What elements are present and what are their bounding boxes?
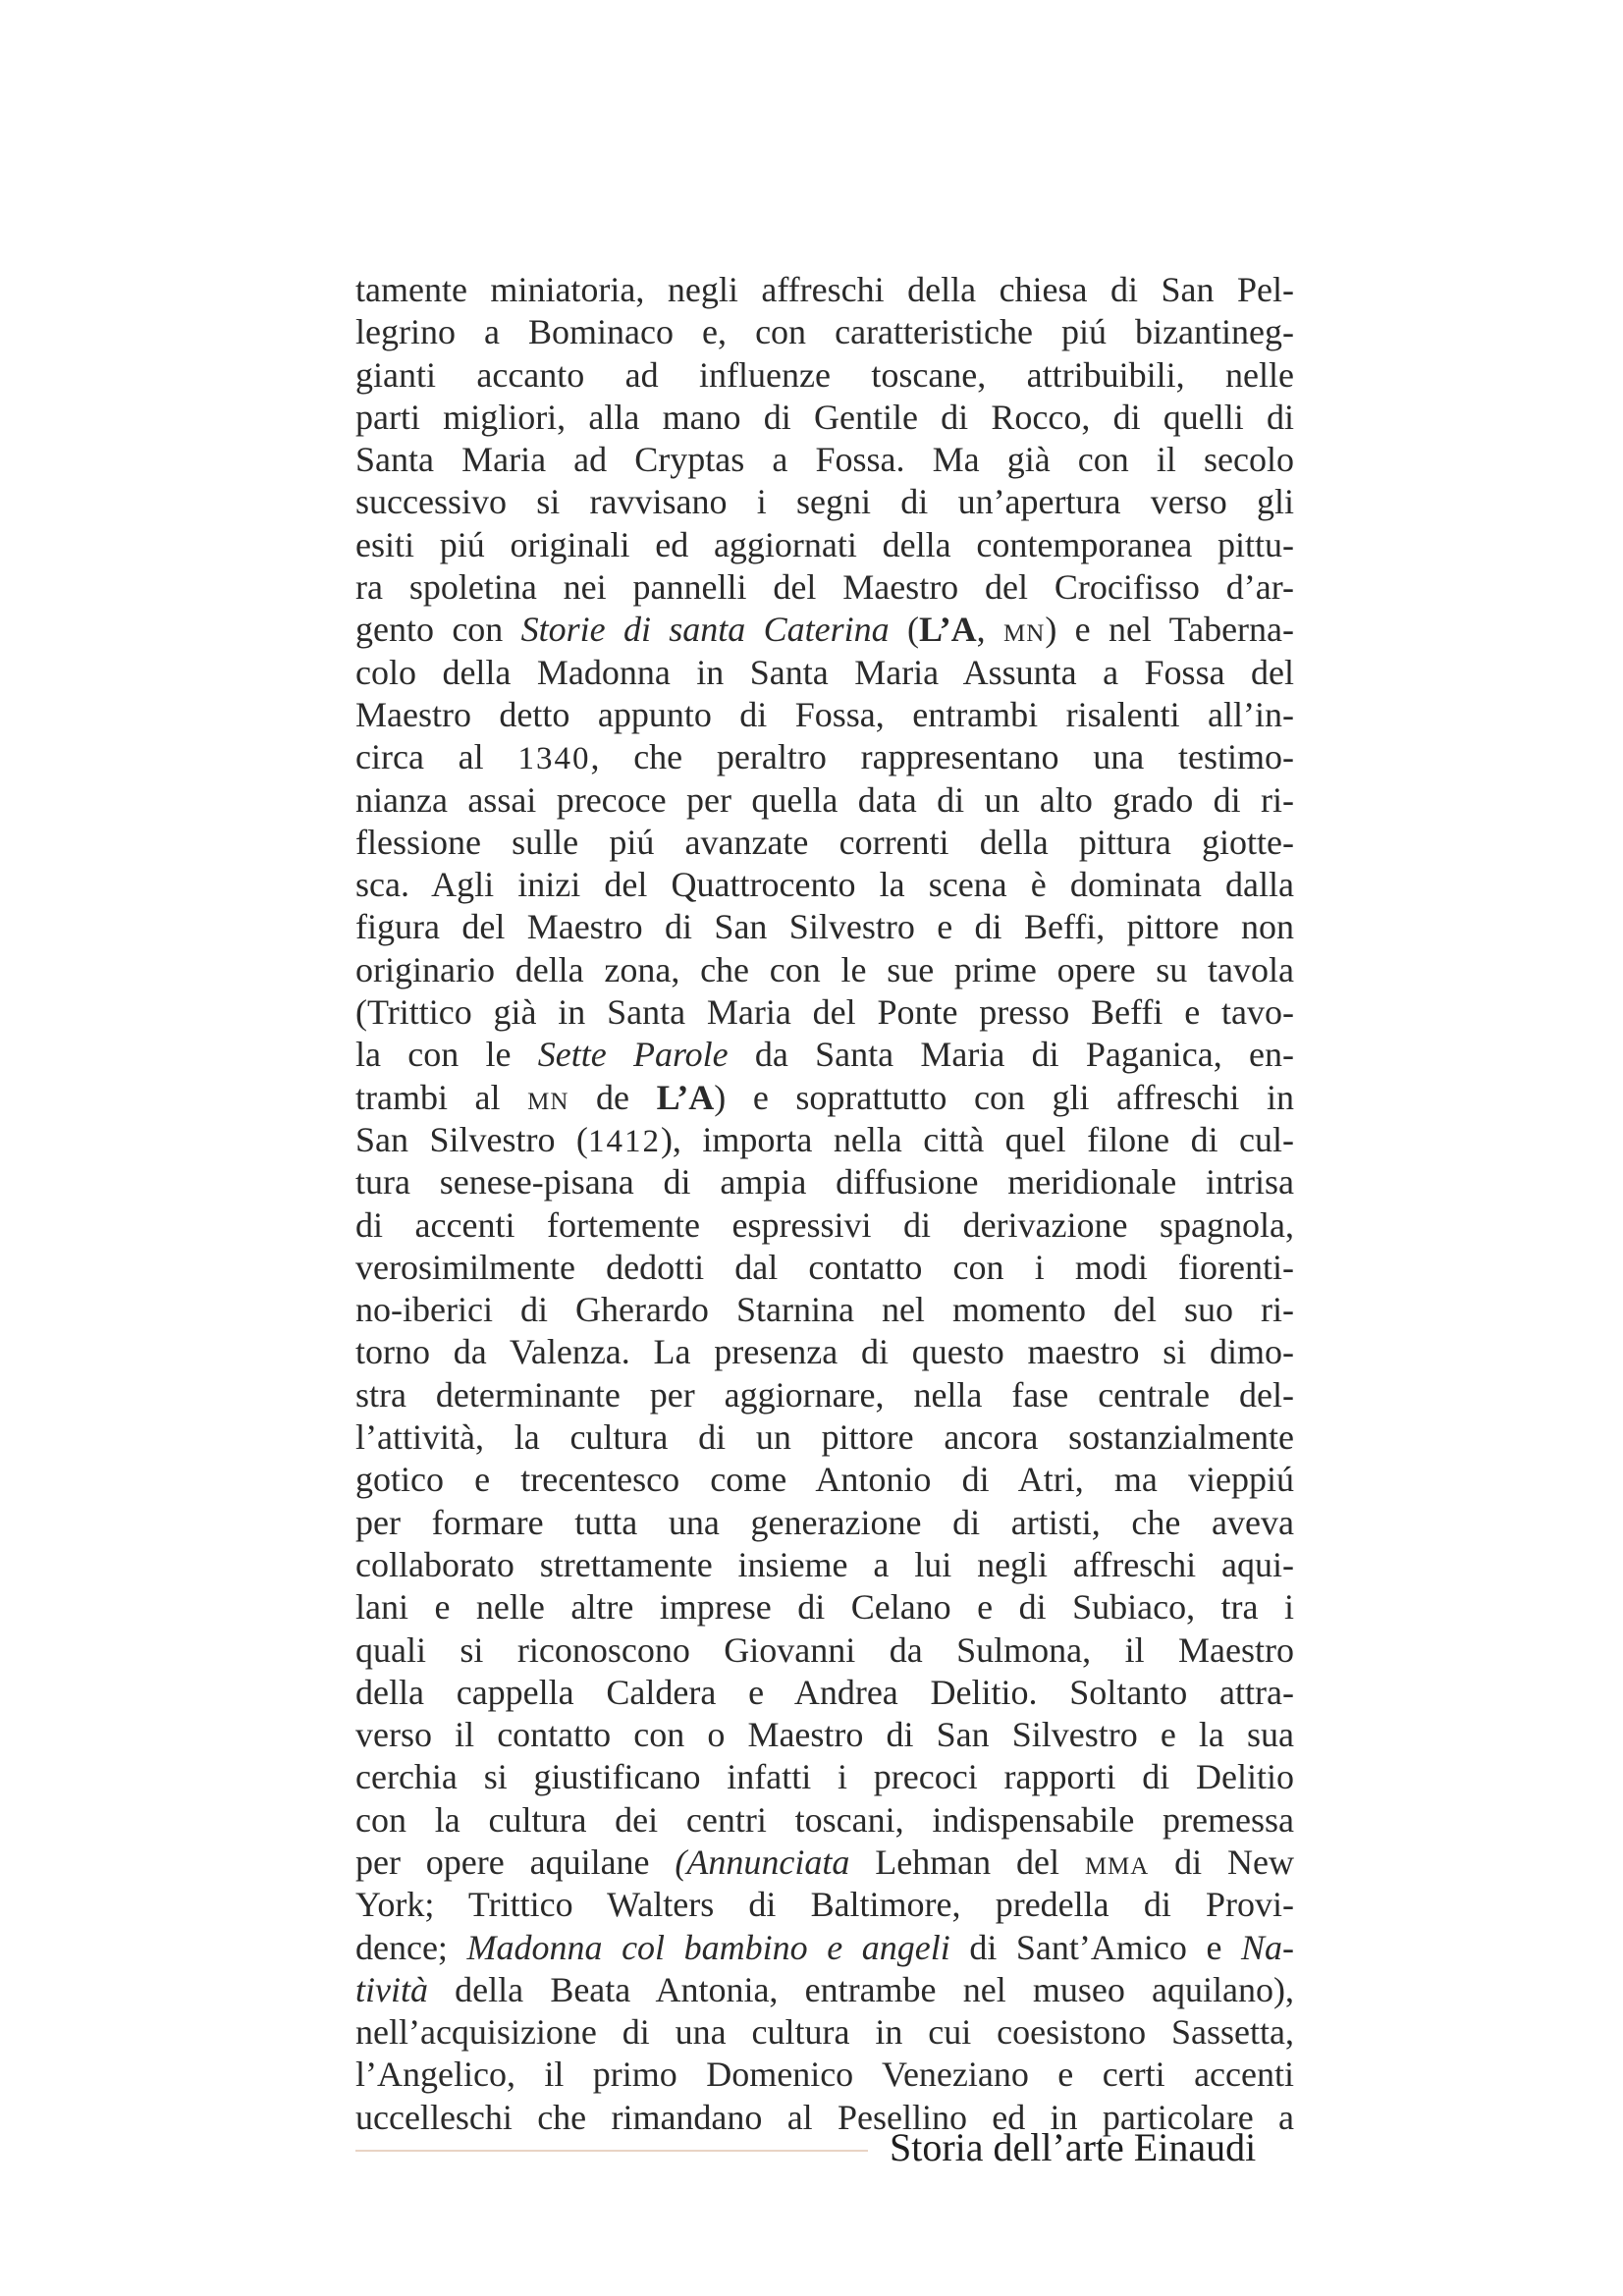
text-line bbox=[355, 1289, 1294, 1331]
text-line bbox=[355, 1416, 1294, 1459]
text-segment: ) e nel Taberna- bbox=[1045, 610, 1294, 650]
text-segment: ra spoletina nei pannelli del Maestro del Crocifisso d’ar- bbox=[355, 567, 1294, 608]
text-segment: gento con bbox=[355, 610, 521, 650]
text-segment: Na- bbox=[1241, 1927, 1294, 1967]
text-segment: (Trittico già in Santa Maria del Ponte presso Beffi e tavo- bbox=[355, 992, 1294, 1033]
text-line bbox=[355, 1161, 1294, 1203]
text-segment: legrino a Bominaco e, con caratteristiche piú bizantineg- bbox=[355, 312, 1294, 352]
text-segment: York; Trittico Walters di Baltimore, predella di Provi- bbox=[355, 1885, 1294, 1925]
text-segment: mma bbox=[1084, 1842, 1150, 1882]
text-segment: 1340 bbox=[517, 741, 591, 777]
text-line bbox=[355, 822, 1294, 864]
text-segment: Santa Maria ad Cryptas a Fossa. Ma già con il secolo bbox=[355, 440, 1294, 480]
text-segment: Lehman del bbox=[849, 1842, 1085, 1882]
text-segment: Madonna col bambino e angeli bbox=[466, 1927, 950, 1967]
text-segment: colo della Madonna in Santa Maria Assunta a Fossa del bbox=[355, 652, 1294, 692]
text-line bbox=[355, 1672, 1294, 1714]
text-segment: (Annunciata bbox=[675, 1842, 850, 1882]
text-line bbox=[355, 864, 1294, 906]
text-segment: Maestro detto appunto di Fossa, entrambi risalenti all’in- bbox=[355, 694, 1294, 734]
text-segment: mn bbox=[527, 1077, 569, 1117]
text-segment: sca. Agli inizi del Quattrocento la scena è dominata dalla bbox=[355, 865, 1294, 905]
text-segment: con la cultura dei centri toscani, indispensabile premessa bbox=[355, 1799, 1294, 1840]
text-segment: San Silvestro ( bbox=[355, 1119, 588, 1159]
text-line bbox=[355, 1502, 1294, 1544]
text-segment: , che peraltro rappresentano una testimo- bbox=[590, 737, 1295, 777]
text-line bbox=[355, 1799, 1294, 1842]
text-line bbox=[355, 1034, 1294, 1076]
text-segment: nianza assai precoce per quella data di un alto grado di ri- bbox=[355, 779, 1294, 820]
text-segment: figura del Maestro di San Silvestro e di Beffi, pittore non bbox=[355, 907, 1294, 947]
footer-rule bbox=[355, 2150, 868, 2152]
text-line bbox=[355, 1204, 1294, 1247]
text-segment: 1412 bbox=[587, 1123, 661, 1159]
text-line bbox=[355, 2011, 1294, 2054]
text-line bbox=[355, 949, 1294, 991]
text-segment: lani e nelle altre imprese di Celano e di Subiaco, tra i bbox=[355, 1587, 1294, 1628]
text-line bbox=[355, 1884, 1294, 1926]
text-segment: Storie di santa Caterina bbox=[520, 610, 890, 650]
text-segment: parti migliori, alla mano di Gentile di Rocco, di quelli di bbox=[355, 397, 1294, 437]
text-segment: ), importa nella città quel filone di cul- bbox=[660, 1119, 1295, 1159]
text-segment: ) e soprattutto con gli affreschi in bbox=[714, 1077, 1294, 1117]
text-line bbox=[355, 311, 1294, 353]
body-text bbox=[355, 269, 1294, 2139]
text-line bbox=[355, 694, 1294, 736]
text-segment: tamente miniatoria, negli affreschi della chiesa di San Pel- bbox=[355, 270, 1294, 309]
text-line bbox=[355, 609, 1294, 651]
text-segment: verosimilmente dedotti dal contatto con i modi fiorenti- bbox=[355, 1247, 1294, 1287]
text-segment: della cappella Caldera e Andrea Delitio. Soltanto attra- bbox=[355, 1672, 1294, 1712]
text-line bbox=[355, 1544, 1294, 1586]
text-segment: di New bbox=[1149, 1842, 1295, 1882]
text-line bbox=[355, 397, 1294, 439]
text-line bbox=[355, 1374, 1294, 1416]
text-line bbox=[355, 566, 1294, 609]
text-segment: l’attività, la cultura di un pittore ancora sostanzialmente bbox=[355, 1417, 1294, 1458]
text-line bbox=[355, 906, 1294, 948]
text-segment: successivo si ravvisano i segni di un’apertura verso gli bbox=[355, 482, 1294, 522]
text-segment: originario della zona, che con le sue prime opere su tavola bbox=[355, 949, 1294, 989]
text-segment: della Beata Antonia, entrambe nel museo aquilano), bbox=[428, 1969, 1294, 2009]
text-segment: circa al bbox=[355, 737, 518, 777]
text-segment: , bbox=[976, 610, 1004, 650]
text-line bbox=[355, 1756, 1294, 1798]
text-segment: da Santa Maria di Paganica, en- bbox=[728, 1035, 1294, 1075]
text-segment: L’A bbox=[656, 1077, 715, 1117]
text-segment: tura senese-pisana di ampia diffusione meridionale intrisa bbox=[355, 1162, 1294, 1202]
text-line bbox=[355, 439, 1294, 481]
text-line bbox=[355, 1247, 1294, 1289]
text-line bbox=[355, 524, 1294, 566]
text-line bbox=[355, 269, 1294, 311]
text-segment: gianti accanto ad influenze toscane, attribuibili, nelle bbox=[355, 354, 1294, 395]
text-line bbox=[355, 1842, 1294, 1884]
text-segment: trambi al bbox=[355, 1077, 528, 1117]
text-segment: cerchia si giustificano infatti i precoci rapporti di Delitio bbox=[355, 1757, 1294, 1797]
text-segment: di accenti fortemente espressivi di derivazione spagnola, bbox=[355, 1204, 1294, 1245]
text-segment: dence; bbox=[355, 1927, 467, 1967]
text-line bbox=[355, 1629, 1294, 1672]
text-line bbox=[355, 1331, 1294, 1373]
text-segment: uccelleschi che rimandano al Pesellino ed in particolare a bbox=[355, 2097, 1294, 2137]
text-line bbox=[355, 1119, 1294, 1161]
text-segment: torno da Valenza. La presenza di questo maestro si dimo- bbox=[355, 1332, 1294, 1372]
text-line bbox=[355, 991, 1294, 1034]
text-line bbox=[355, 652, 1294, 694]
text-segment: no-iberici di Gherardo Starnina nel momento del suo ri- bbox=[355, 1290, 1294, 1330]
text-line bbox=[355, 1077, 1294, 1119]
text-segment: stra determinante per aggiornare, nella fase centrale del- bbox=[355, 1374, 1294, 1415]
text-segment: nell’acquisizione di una cultura in cui coesistono Sassetta, bbox=[355, 2012, 1294, 2053]
text-line bbox=[355, 481, 1294, 523]
text-line bbox=[355, 779, 1294, 822]
text-segment: la con le bbox=[355, 1035, 538, 1075]
footer-title: Storia dell’arte Einaudi bbox=[890, 2125, 1257, 2169]
text-segment: verso il contatto con o Maestro di San Silvestro e la sua bbox=[355, 1715, 1294, 1755]
text-segment: per opere aquilane bbox=[355, 1842, 676, 1882]
text-segment: per formare tutta una generazione di artisti, che aveva bbox=[355, 1502, 1294, 1542]
text-segment: quali si riconoscono Giovanni da Sulmona, il Maestro bbox=[355, 1629, 1294, 1670]
text-line bbox=[355, 1969, 1294, 2011]
text-segment: l’Angelico, il primo Domenico Veneziano e certi accenti bbox=[355, 2055, 1294, 2095]
text-segment: Sette Parole bbox=[537, 1035, 729, 1075]
text-segment: di Sant’Amico e bbox=[949, 1927, 1241, 1967]
text-line bbox=[355, 736, 1294, 778]
text-segment: ( bbox=[889, 610, 919, 650]
text-segment: flessione sulle piú avanzate correnti della pittura giotte- bbox=[355, 822, 1294, 862]
text-segment: collaborato strettamente insieme a lui negli affreschi aqui- bbox=[355, 1544, 1294, 1584]
text-segment: mn bbox=[1003, 610, 1046, 650]
text-segment: esiti piú originali ed aggiornati della contemporanea pittu- bbox=[355, 524, 1294, 564]
text-segment: L’A bbox=[918, 610, 977, 650]
text-line bbox=[355, 354, 1294, 397]
text-line bbox=[355, 1586, 1294, 1629]
text-line bbox=[355, 1927, 1294, 1969]
text-line bbox=[355, 2054, 1294, 2096]
text-line bbox=[355, 1459, 1294, 1501]
text-segment: de bbox=[568, 1077, 657, 1117]
text-segment: gotico e trecentesco come Antonio di Atri, ma vieppiú bbox=[355, 1460, 1294, 1500]
text-line bbox=[355, 1714, 1294, 1756]
text-segment: tività bbox=[355, 1969, 428, 2009]
